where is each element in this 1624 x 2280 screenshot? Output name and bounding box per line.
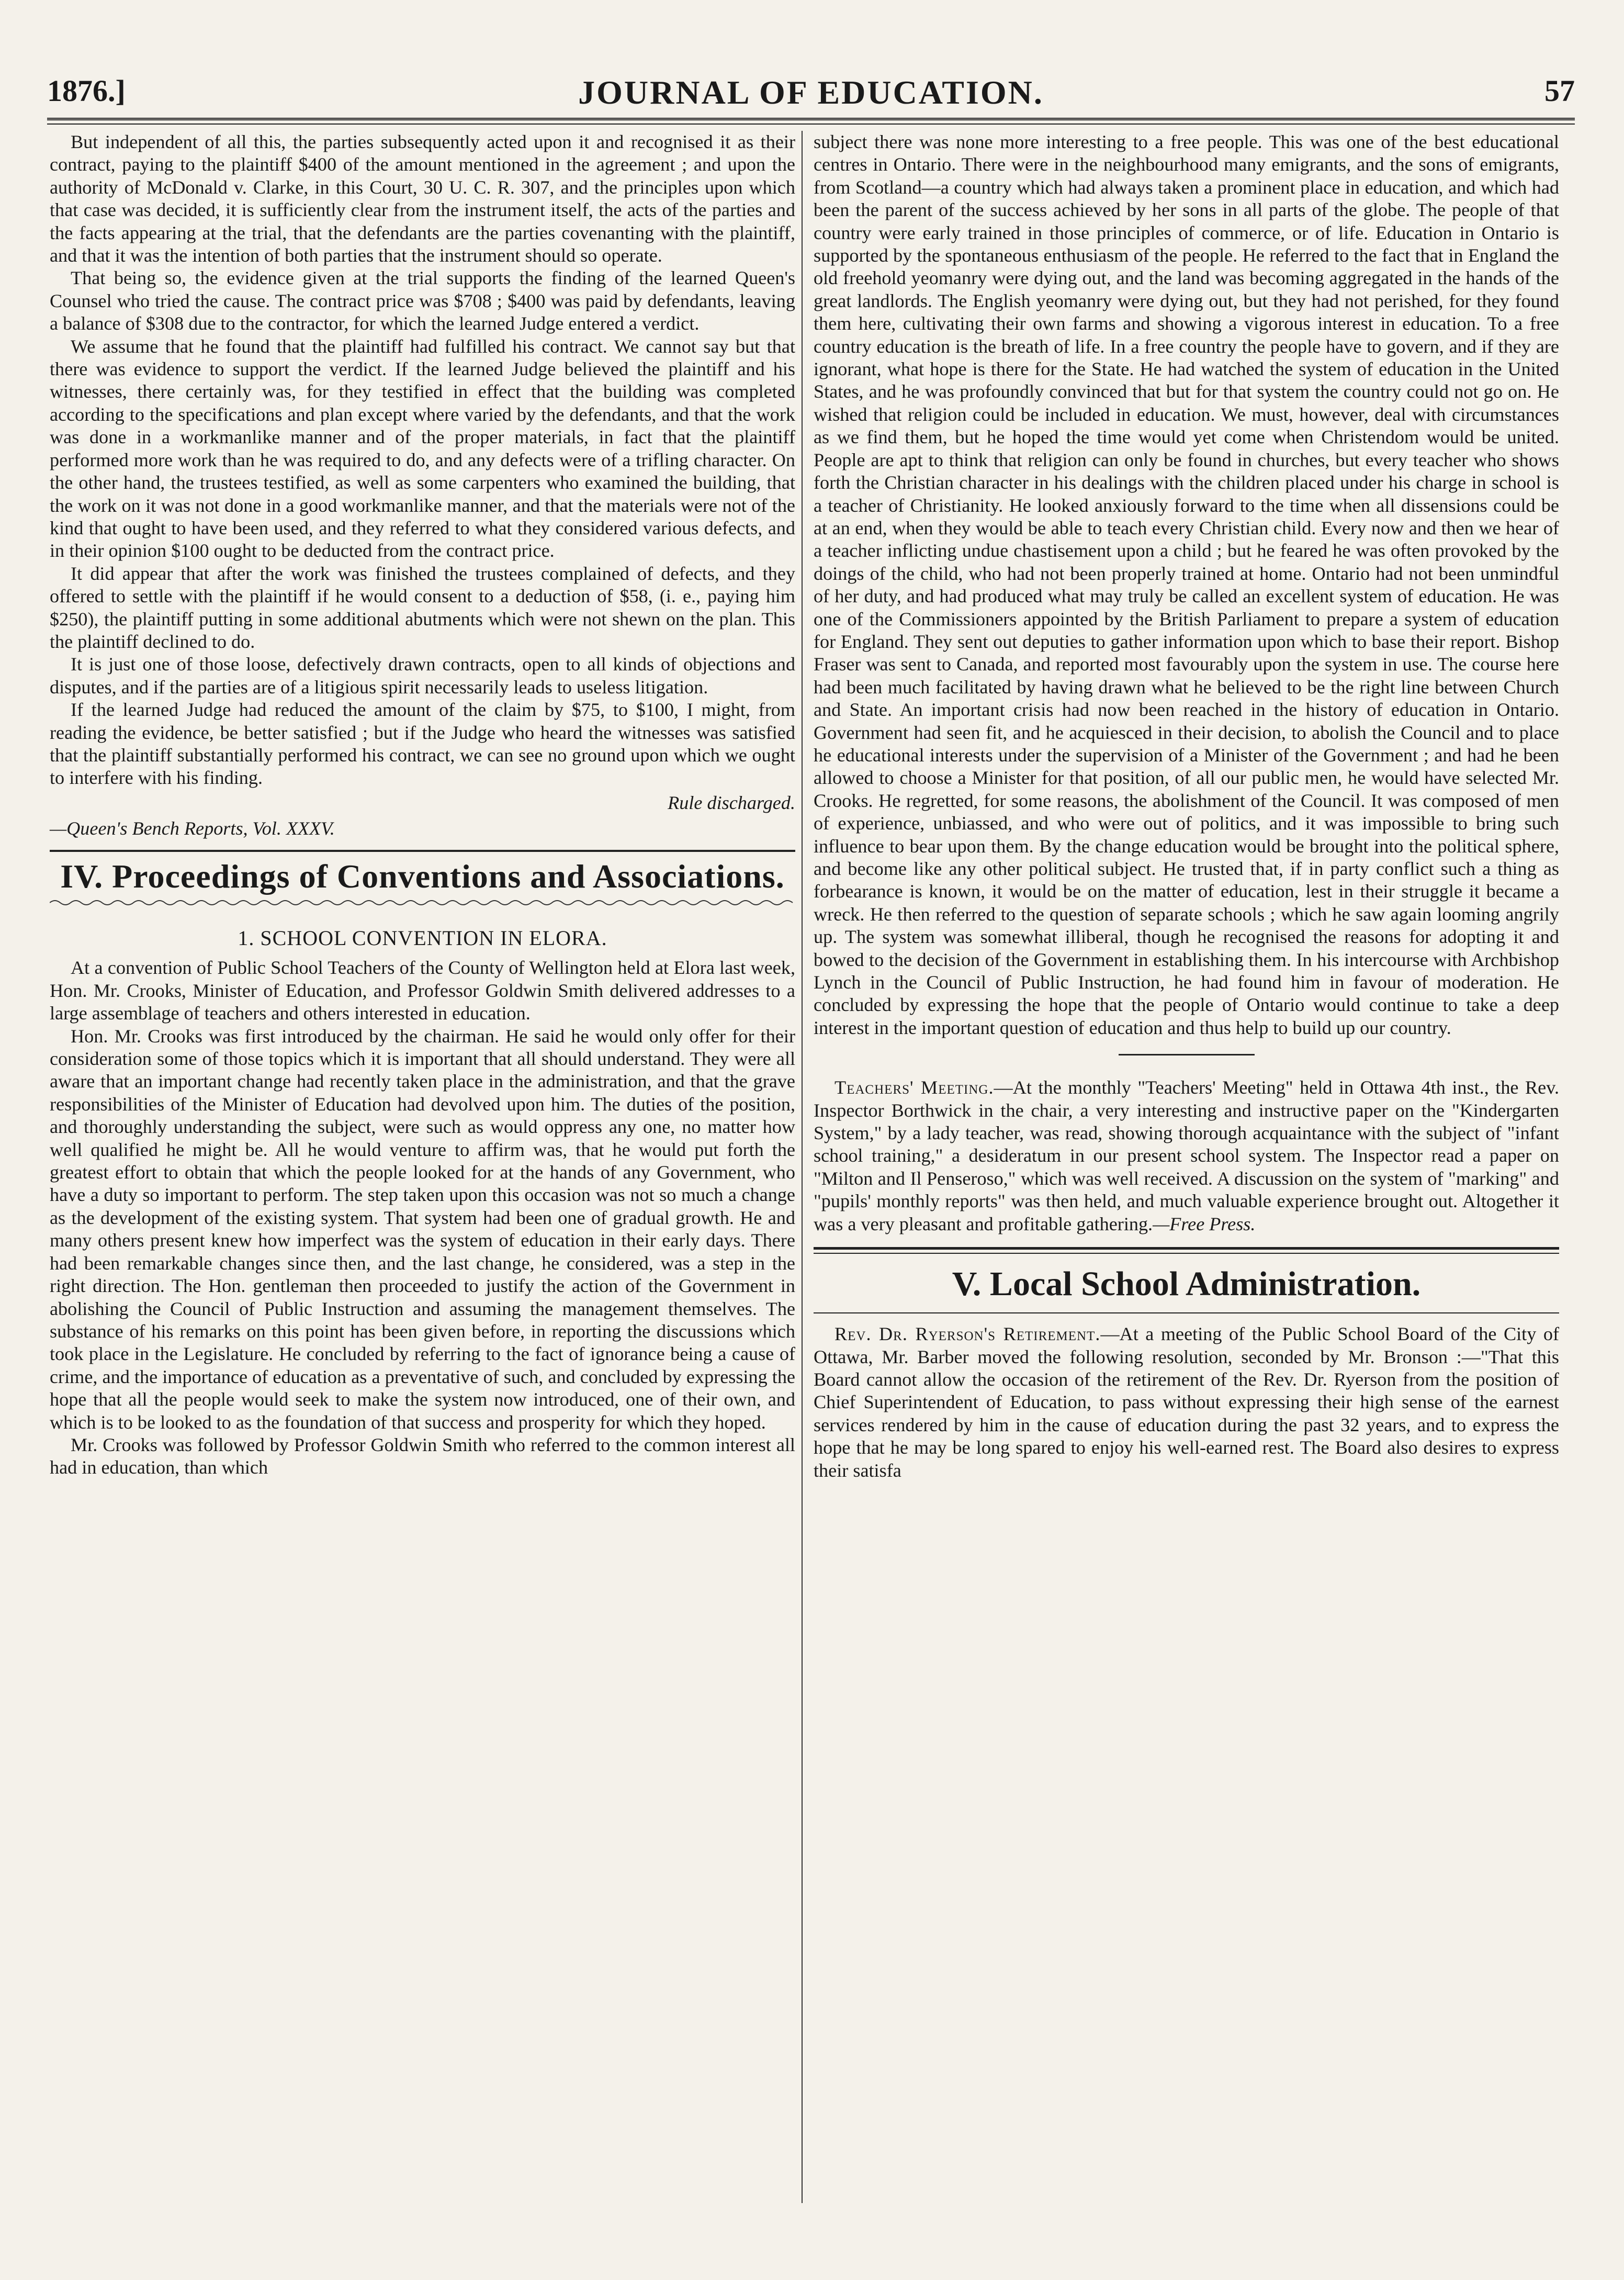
paragraph: It did appear that after the work was finished the trustees complained of defects, and they offered to settle with the plaintiff if he would consent to a deduction of $58, (i. e., paying him $250), the plaintiff putting in some additional abutments which were not shewn on the plan. This the plaintiff declined to do. (50, 563, 795, 652)
separator-rule (1119, 1054, 1255, 1055)
teachers-meeting-lead: Teachers' Meeting. (834, 1077, 994, 1098)
paragraph: Hon. Mr. Crooks was first introduced by the chairman. He said he would only offer for their consideration some of those topics which it is important that all should understand. They were all aware that an important change had recently taken place in the administration, and that the grave responsibilities of the Minister of Education had devolved upon him. The duties of the position, and thoroughly understanding the subject, were such as would oppress any one, no matter how well qualified he might be. All he would venture to affirm was, that he would put forth the greatest effort to obtain that which the people looked for at the hands of any Government, who have a duty so important to perform. The step taken upon this occasion was not so much a change as the development of the existing system. That system had been one of gradual growth. He and many others present knew how imperfect was the system of education in their early days. There had been remarkable changes since then, and the last change, he considered, was a step in the right direction. The Hon. gentleman then proceeded to justify the action of the Government in abolishing the Council of Public Instruction and assuming the management themselves. The substance of his remarks on this point has been given before, in reporting the discussions which took place in the Legislature. He concluded by referring to the fact of ignorance being a cause of crime, and the importance of education as a preventative of such, and concluded by expressing the hope that all the people would seek to make the system now introduced, one of their own, and which is to be looked to as the foundation of that success and prosperity for which they hoped. (50, 1025, 795, 1433)
paragraph: Mr. Crooks was followed by Professor Goldwin Smith who referred to the common interest all had in education, than which (50, 1434, 795, 1478)
rule-discharged: Rule discharged. (668, 792, 795, 813)
header-journal-title: JOURNAL OF EDUCATION. (578, 74, 1044, 111)
header-year: 1876.] (47, 74, 126, 108)
section-iv-heading (50, 850, 795, 917)
source-citation: —Queen's Bench Reports, Vol. XXXV. (50, 818, 335, 839)
paragraph: If the learned Judge had reduced the amount of the claim by $75, to $100, I might, from reading the evidence, be better satisfied ; but if the Judge who heard the witnesses was satisfied that the plaintiff substantially performed his contract, we can see no ground upon which we ought to interfere with his finding. (50, 699, 795, 789)
page-header (47, 63, 1575, 120)
ryerson-paragraph (814, 1323, 1559, 1482)
ryerson-lead: Rev. Dr. Ryerson's Retirement. (834, 1323, 1101, 1345)
paragraph: That being so, the evidence given at the trial supports the finding of the learned Queen's Counsel who tried the cause. The contract price was $708 ; $400 was paid by defendants, leaving a balance of $308 due to the contractor, for which the learned Judge entered a verdict. (50, 267, 795, 334)
paragraph: subject there was none more interesting to a free people. This was one of the best educational centres in Ontario. There were in the neighbourhood many emigrants, and the sons of emigrants, from Scotland—a country which had always taken a prominent place in education, and which had been the parent of the success achieved by her sons in all parts of the globe. The people of that country were early trained in those principles of commerce, or of life. Education in Ontario is supported by the spontaneous enthusiasm of the people. He referred to the fact that in England the old freehold yeomanry were dying out, and the land was becoming aggregated in the hands of the great landlords. The English yeomanry were dying out, but they had not perished, for they found them here, cultivating their own farms and showing a vigorous interest in education. To a free country education is the breath of life. In a free country the people have to govern, and if they are ignorant, what hope is there for the State. He had watched the system of education in the United States, and he was profoundly convinced that but for that system the country could not go on. He wished that religion could be included in education. We must, however, deal with circumstances as we find them, but he hoped the time would yet come when Christendom would be united. People are apt to think that religion can only be found in churches, but every teacher who shows forth the Christian character in his dealings with the children placed under his charge in school is a teacher of Christianity. He looked anxiously forward to the time when all dissensions could be at an end, when they would be able to teach every Christian child. Every now and then we hear of a teacher inflicting undue chastisement upon a child ; but he feared he was often provoked by the doings of the child, who had not been properly trained at home. Ontario had not been unmindful of her duty, and had produced what may truly be called an excellent system of education. He was one of the Commissioners appointed by the British Parliament to prepare a system of education for England. They sent out deputies to gather information upon which to base their report. Bishop Fraser was sent to Canada, and reported most favourably upon the system in use. The course here had been much facilitated by having drawn what he believed to be the right line between Church and State. An important crisis had now been reached in the history of education in Ontario. Government had seen fit, and he acquiesced in their decision, to abolish the Council and to place he educational interests under the supervision of a Minister of the Government ; and had he been allowed to choose a Minister for that position, of all our public men, he would have selected Mr. Crooks. He regretted, for some reasons, the abolishment of the Council. It was composed of men of experience, unbiassed, and who were out of politics, and it was impossible to bring such influence to bear upon them. By the change education would be brought into the political sphere, and become like any other political subject. He trusted that, if in party conflict such a thing as forbearance is known, it would be on the matter of education, lest in their struggle it became a wreck. He then referred to the question of separate schools ; which he saw again looming angrily up. The system was somewhat illiberal, though he recognised the reasons for adopting it and bowed to the decision of the Government in establishing them. In his intercourse with Archbishop Lynch in the Council of Public Instruction, he had found him in favour of moderation. He concluded by expressing the hope that the people of Ontario would continue to take a deep interest in the important question of education and thus help to build up our country. (814, 131, 1559, 1038)
section-v-title: V. Local School Administration. (814, 1263, 1559, 1313)
convention-heading: 1. SCHOOL CONVENTION IN ELORA. (238, 926, 607, 950)
ryerson-body: —At a meeting of the Public School Board of the City of Ottawa, Mr. Barber moved the following resolution, seconded by Mr. Bronson :—"That this Board cannot allow the occasion of the retirement of the Rev. Dr. Ryerson from the position of Chief Superintendent of Education, to pass without expressing their high sense of the earnest services rendered by him in the cause of education during the past 32 years, and to express the hope that he may be long spared to enjoy his well-earned rest. The Board also desires to express their satisfa (814, 1323, 1559, 1481)
section-rule (814, 1247, 1559, 1254)
teachers-meeting-body: —At the monthly "Teachers' Meeting" held in Ottawa 4th inst., the Rev. Inspector Borthwick in the chair, a very interesting and instructive paper on the "Kindergarten System," by a lady teacher, was read, showing thorough acquaintance with the subject of "infant school training," a desideratum in our present school system. The Inspector read a paper on "Milton and Il Penseroso," which was well received. A discussion on the system of "marking" and "pupils' monthly reports" was then held, and much valuable experience brought out. Altogether it was a very pleasant and profitable gathering. (814, 1077, 1559, 1234)
left-column (50, 131, 795, 1479)
teachers-meeting-source: —Free Press. (1153, 1213, 1256, 1234)
teachers-meeting-paragraph (814, 1076, 1559, 1236)
wavy-rule (50, 898, 795, 907)
paragraph: But independent of all this, the parties subsequently acted upon it and recognised it as their contract, paying to the plaintiff $400 of the amount mentioned in the agreement ; and upon the authority of McDonald v. Clarke, in this Court, 30 U. C. R. 307, and the principles upon which that case was decided, it is sufficiently clear from the instrument itself, the acts of the parties and the facts appearing at the trial, that the defendants are the parties covenanting with the plaintiff, and that it was the intention of both parties that the instrument should so operate. (50, 131, 795, 266)
right-column (814, 131, 1559, 1482)
paragraph: We assume that he found that the plaintiff had fulfilled his contract. We cannot say but that there was evidence to support the verdict. If the learned Judge believed the plaintiff and his witnesses, there certainly was, for they testified in effect that the building was completed according to the specifications and plan except where varied by the defendants, and that the work was done in a workmanlike manner and of the proper materials, in fact that the plaintiff performed more work than he was required to do, and any defects were of a trifling character. On the other hand, the trustees testified, as well as some carpenters who examined the building, that the work on it was not done in a good workmanlike manner, and that the materials were not of the kind that ought to have been used, and they referred to what they considered various defects, and in their opinion $100 ought to be deducted from the contract price. (50, 335, 795, 561)
header-rule (47, 118, 1575, 125)
header-page-number: 57 (1544, 74, 1575, 108)
paragraph: It is just one of those loose, defectively drawn contracts, open to all kinds of objections and disputes, and if the parties are of a litigious spirit necessarily leads to useless litigation. (50, 654, 795, 698)
section-iv-title: IV. Proceedings of Conventions and Associations. (60, 857, 785, 895)
column-divider (802, 131, 803, 2203)
paragraph: At a convention of Public School Teachers of the County of Wellington held at Elora last week, Hon. Mr. Crooks, Minister of Education, and Professor Goldwin Smith delivered addresses to a large assemblage of teachers and others interested in education. (50, 957, 795, 1024)
